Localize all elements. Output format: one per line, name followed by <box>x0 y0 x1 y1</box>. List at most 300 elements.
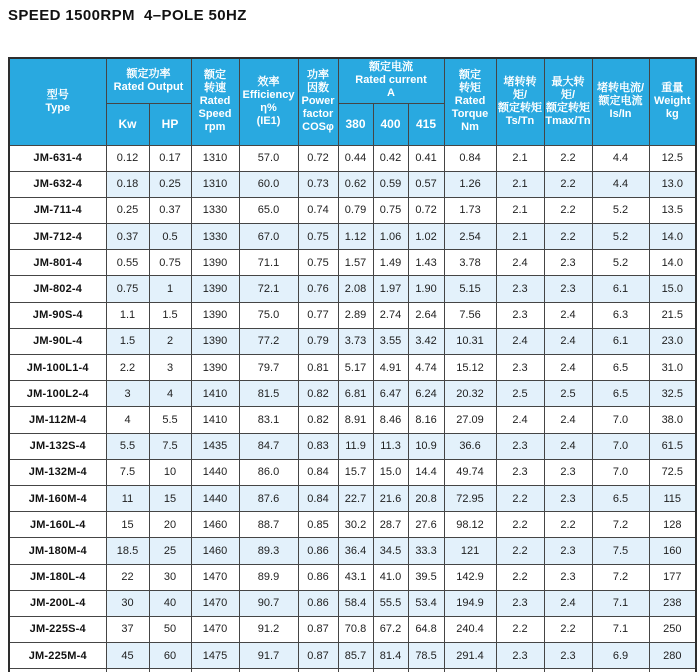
value-cell: 78.5 <box>408 643 444 669</box>
col-header-weight: 重量 Weight kg <box>649 58 696 145</box>
value-cell: 0.75 <box>149 250 191 276</box>
value-cell: 20.32 <box>444 381 496 407</box>
value-cell: 0.62 <box>338 171 373 197</box>
value-cell: 0.81 <box>298 355 338 381</box>
value-cell: 67.2 <box>373 616 408 642</box>
value-cell: 142.9 <box>444 564 496 590</box>
page-title: SPEED 1500RPM 4–POLE 50HZ <box>8 7 247 24</box>
value-cell: 0.82 <box>298 407 338 433</box>
value-cell: 5.2 <box>592 197 649 223</box>
value-cell: 30.2 <box>338 512 373 538</box>
value-cell: 1390 <box>191 276 239 302</box>
value-cell: 7.56 <box>444 302 496 328</box>
value-cell: 2.4 <box>544 433 592 459</box>
value-cell: 3.73 <box>338 328 373 354</box>
value-cell: 6.5 <box>592 485 649 511</box>
table-row <box>9 197 696 223</box>
value-cell: 2.2 <box>544 197 592 223</box>
value-cell: 2.4 <box>496 328 544 354</box>
value-cell: 0.12 <box>106 145 149 171</box>
value-cell: 89.3 <box>239 538 298 564</box>
value-cell: 1390 <box>191 355 239 381</box>
value-cell: 4.91 <box>373 355 408 381</box>
value-cell: 84.7 <box>239 433 298 459</box>
value-cell: 13.5 <box>649 197 696 223</box>
col-header-415v: 415 <box>408 103 444 145</box>
value-cell: 20.8 <box>408 485 444 511</box>
value-cell: 1440 <box>191 485 239 511</box>
value-cell: 2.4 <box>544 328 592 354</box>
value-cell: 0.72 <box>408 197 444 223</box>
value-cell: 1390 <box>191 302 239 328</box>
value-cell: 10 <box>149 459 191 485</box>
value-cell: 7.0 <box>592 433 649 459</box>
value-cell: 2.2 <box>544 616 592 642</box>
col-header-400v: 400 <box>373 103 408 145</box>
value-cell: 2.2 <box>496 485 544 511</box>
value-cell: 2.3 <box>544 564 592 590</box>
model-cell: JM-712-4 <box>9 224 106 250</box>
value-cell: 55.5 <box>373 590 408 616</box>
value-cell: 6.47 <box>373 381 408 407</box>
value-cell: 2.4 <box>496 250 544 276</box>
value-cell: 1.73 <box>444 197 496 223</box>
value-cell: 70.8 <box>338 616 373 642</box>
col-header-rated-current: 额定电流 Rated current A <box>338 58 444 103</box>
value-cell: 2.64 <box>408 302 444 328</box>
value-cell: 2.2 <box>544 145 592 171</box>
value-cell: 57.0 <box>239 145 298 171</box>
value-cell: 2.2 <box>544 512 592 538</box>
value-cell: 10.9 <box>408 433 444 459</box>
value-cell: 1.57 <box>338 250 373 276</box>
col-header-type: 型号 Type <box>9 58 106 145</box>
value-cell: 67.0 <box>239 224 298 250</box>
value-cell: 79.7 <box>239 355 298 381</box>
value-cell: 15.7 <box>338 459 373 485</box>
value-cell: 1390 <box>191 328 239 354</box>
value-cell: 121 <box>444 538 496 564</box>
value-cell: 0.86 <box>298 538 338 564</box>
value-cell: 22.7 <box>338 485 373 511</box>
value-cell: 0.76 <box>298 276 338 302</box>
value-cell: 6.24 <box>408 381 444 407</box>
value-cell: 7.1 <box>592 616 649 642</box>
value-cell: 5.17 <box>338 355 373 381</box>
value-cell: 0.17 <box>149 145 191 171</box>
value-cell: 40 <box>149 590 191 616</box>
col-header-tmax-tn: 最大转矩/ 额定转矩 Tmax/Tn <box>544 58 592 145</box>
value-cell: 2.2 <box>496 564 544 590</box>
value-cell: 1410 <box>191 381 239 407</box>
table-row <box>9 407 696 433</box>
value-cell: 91.7 <box>239 643 298 669</box>
value-cell: 2.3 <box>544 643 592 669</box>
value-cell: 0.84 <box>444 145 496 171</box>
value-cell: 89.9 <box>239 564 298 590</box>
value-cell: 2.08 <box>338 276 373 302</box>
value-cell: 5.5 <box>149 407 191 433</box>
value-cell: 177 <box>649 564 696 590</box>
table-row <box>9 433 696 459</box>
value-cell: 4 <box>149 381 191 407</box>
value-cell: 7.5 <box>106 459 149 485</box>
value-cell: 2.1 <box>496 145 544 171</box>
value-cell: 0.72 <box>298 145 338 171</box>
value-cell: 10.31 <box>444 328 496 354</box>
value-cell: 37 <box>106 616 149 642</box>
value-cell: 8.46 <box>373 407 408 433</box>
table-row <box>9 616 696 642</box>
value-cell: 34.5 <box>373 538 408 564</box>
value-cell: 27.6 <box>408 512 444 538</box>
value-cell: 2.4 <box>544 302 592 328</box>
value-cell: 115 <box>649 485 696 511</box>
model-cell: JM-631-4 <box>9 145 106 171</box>
value-cell: 28.7 <box>373 512 408 538</box>
value-cell: 0.83 <box>298 433 338 459</box>
value-cell: 238 <box>649 590 696 616</box>
value-cell: 3 <box>106 381 149 407</box>
value-cell: 5.2 <box>592 250 649 276</box>
value-cell: 0.59 <box>373 171 408 197</box>
value-cell: 25 <box>149 538 191 564</box>
model-cell: JM-802-4 <box>9 276 106 302</box>
value-cell: 2.5 <box>544 381 592 407</box>
value-cell: 1.97 <box>373 276 408 302</box>
value-cell: 2.3 <box>496 355 544 381</box>
col-header-is-in: 堵转电流/ 额定电流 Is/In <box>592 58 649 145</box>
value-cell: 3.42 <box>408 328 444 354</box>
value-cell: 0.57 <box>408 171 444 197</box>
model-cell: JM-180M-4 <box>9 538 106 564</box>
model-cell: JM-100L1-4 <box>9 355 106 381</box>
value-cell: 7.2 <box>592 564 649 590</box>
value-cell: 6.3 <box>592 302 649 328</box>
value-cell: 81.5 <box>239 381 298 407</box>
value-cell: 13.0 <box>649 171 696 197</box>
value-cell: 5.2 <box>592 224 649 250</box>
value-cell: 0.79 <box>298 328 338 354</box>
value-cell: 64.8 <box>408 616 444 642</box>
value-cell: 1330 <box>191 197 239 223</box>
value-cell: 0.74 <box>298 197 338 223</box>
table-row <box>9 512 696 538</box>
col-header-rated-speed: 额定 转速 Rated Speed rpm <box>191 58 239 145</box>
value-cell: 2.1 <box>496 171 544 197</box>
value-cell: 291.4 <box>444 643 496 669</box>
value-cell: 7.5 <box>592 538 649 564</box>
value-cell: 2.3 <box>496 433 544 459</box>
value-cell: 41.0 <box>373 564 408 590</box>
value-cell: 90.7 <box>239 590 298 616</box>
value-cell: 1390 <box>191 250 239 276</box>
value-cell: 2.3 <box>544 538 592 564</box>
value-cell: 160 <box>649 538 696 564</box>
value-cell: 0.41 <box>408 145 444 171</box>
value-cell: 3 <box>149 355 191 381</box>
value-cell: 7.0 <box>592 459 649 485</box>
value-cell: 0.79 <box>338 197 373 223</box>
value-cell: 1.90 <box>408 276 444 302</box>
table-row <box>9 145 696 171</box>
value-cell: 2.3 <box>544 485 592 511</box>
value-cell: 0.84 <box>298 459 338 485</box>
value-cell: 1.43 <box>408 250 444 276</box>
value-cell: 1435 <box>191 433 239 459</box>
table-row <box>9 302 696 328</box>
value-cell: 0.87 <box>298 616 338 642</box>
value-cell: 15.12 <box>444 355 496 381</box>
value-cell: 250 <box>649 616 696 642</box>
value-cell: 21.6 <box>373 485 408 511</box>
value-cell: 2.5 <box>496 381 544 407</box>
value-cell: 2.2 <box>544 171 592 197</box>
col-header-hp: HP <box>149 103 191 145</box>
motor-spec-table <box>8 57 697 672</box>
value-cell: 6.81 <box>338 381 373 407</box>
table-row <box>9 355 696 381</box>
model-cell: JM-90L-4 <box>9 328 106 354</box>
value-cell: 7.0 <box>592 407 649 433</box>
value-cell: 3.78 <box>444 250 496 276</box>
value-cell: 0.86 <box>298 564 338 590</box>
value-cell: 15 <box>149 485 191 511</box>
value-cell: 1310 <box>191 145 239 171</box>
value-cell: 0.82 <box>298 381 338 407</box>
value-cell: 72.5 <box>649 459 696 485</box>
value-cell: 45 <box>106 643 149 669</box>
value-cell: 0.55 <box>106 250 149 276</box>
col-header-kw: Kw <box>106 103 149 145</box>
value-cell: 2.89 <box>338 302 373 328</box>
value-cell: 11 <box>106 485 149 511</box>
value-cell: 0.86 <box>298 590 338 616</box>
value-cell: 71.1 <box>239 250 298 276</box>
value-cell: 5.5 <box>106 433 149 459</box>
value-cell: 7.2 <box>592 512 649 538</box>
table-row <box>9 590 696 616</box>
value-cell: 0.5 <box>149 224 191 250</box>
value-cell: 8.91 <box>338 407 373 433</box>
value-cell: 4.74 <box>408 355 444 381</box>
value-cell: 1310 <box>191 171 239 197</box>
value-cell: 0.44 <box>338 145 373 171</box>
table-row <box>9 459 696 485</box>
table-row <box>9 643 696 669</box>
model-cell: JM-132M-4 <box>9 459 106 485</box>
value-cell: 21.5 <box>649 302 696 328</box>
value-cell: 2.3 <box>544 250 592 276</box>
value-cell: 1410 <box>191 407 239 433</box>
model-cell: JM-632-4 <box>9 171 106 197</box>
value-cell: 49.74 <box>444 459 496 485</box>
value-cell: 2.4 <box>544 590 592 616</box>
value-cell: 6.1 <box>592 276 649 302</box>
value-cell: 1460 <box>191 538 239 564</box>
table-row <box>9 328 696 354</box>
value-cell: 2.3 <box>544 459 592 485</box>
value-cell: 36.4 <box>338 538 373 564</box>
value-cell: 0.37 <box>149 197 191 223</box>
value-cell: 43.1 <box>338 564 373 590</box>
value-cell: 30 <box>149 564 191 590</box>
value-cell: 1.26 <box>444 171 496 197</box>
table-body <box>9 145 696 672</box>
value-cell: 12.5 <box>649 145 696 171</box>
value-cell: 33.3 <box>408 538 444 564</box>
value-cell: 6.5 <box>592 381 649 407</box>
value-cell: 20 <box>149 512 191 538</box>
value-cell: 27.09 <box>444 407 496 433</box>
value-cell: 2.2 <box>106 355 149 381</box>
value-cell: 128 <box>649 512 696 538</box>
col-header-efficiency: 效率 Efficiency η% (IE1) <box>239 58 298 145</box>
value-cell: 0.85 <box>298 512 338 538</box>
value-cell: 61.5 <box>649 433 696 459</box>
value-cell: 36.6 <box>444 433 496 459</box>
value-cell: 0.75 <box>373 197 408 223</box>
value-cell: 30 <box>106 590 149 616</box>
value-cell: 91.2 <box>239 616 298 642</box>
value-cell: 2.4 <box>544 407 592 433</box>
value-cell: 72.95 <box>444 485 496 511</box>
value-cell: 1470 <box>191 590 239 616</box>
table-row <box>9 538 696 564</box>
value-cell: 77.2 <box>239 328 298 354</box>
value-cell: 5.15 <box>444 276 496 302</box>
value-cell: 4.4 <box>592 171 649 197</box>
value-cell: 2.3 <box>496 590 544 616</box>
value-cell: 2.3 <box>544 276 592 302</box>
value-cell: 7.5 <box>149 433 191 459</box>
value-cell: 0.25 <box>149 171 191 197</box>
value-cell: 39.5 <box>408 564 444 590</box>
value-cell: 2.2 <box>496 512 544 538</box>
value-cell: 240.4 <box>444 616 496 642</box>
value-cell: 14.0 <box>649 224 696 250</box>
value-cell: 0.75 <box>298 224 338 250</box>
value-cell: 4 <box>106 407 149 433</box>
value-cell: 2.3 <box>496 643 544 669</box>
value-cell: 0.73 <box>298 171 338 197</box>
value-cell: 14.4 <box>408 459 444 485</box>
value-cell: 2.54 <box>444 224 496 250</box>
value-cell: 14.0 <box>649 250 696 276</box>
value-cell: 2.3 <box>496 276 544 302</box>
value-cell: 2.2 <box>496 538 544 564</box>
value-cell: 72.1 <box>239 276 298 302</box>
value-cell: 85.7 <box>338 643 373 669</box>
value-cell: 15.0 <box>649 276 696 302</box>
value-cell: 98.12 <box>444 512 496 538</box>
value-cell: 2.1 <box>496 224 544 250</box>
model-cell: JM-225M-4 <box>9 643 106 669</box>
value-cell: 1470 <box>191 564 239 590</box>
value-cell: 1470 <box>191 616 239 642</box>
model-cell: JM-711-4 <box>9 197 106 223</box>
value-cell: 22 <box>106 564 149 590</box>
value-cell: 0.18 <box>106 171 149 197</box>
value-cell: 18.5 <box>106 538 149 564</box>
value-cell: 38.0 <box>649 407 696 433</box>
value-cell: 1460 <box>191 512 239 538</box>
model-cell: JM-160M-4 <box>9 485 106 511</box>
value-cell: 0.37 <box>106 224 149 250</box>
value-cell: 32.5 <box>649 381 696 407</box>
model-cell: JM-90S-4 <box>9 302 106 328</box>
value-cell: 0.25 <box>106 197 149 223</box>
value-cell: 1.5 <box>149 302 191 328</box>
value-cell: 1475 <box>191 643 239 669</box>
value-cell: 2.3 <box>496 459 544 485</box>
value-cell: 4.4 <box>592 145 649 171</box>
value-cell: 1.06 <box>373 224 408 250</box>
model-cell: JM-160L-4 <box>9 512 106 538</box>
value-cell: 60 <box>149 643 191 669</box>
value-cell: 65.0 <box>239 197 298 223</box>
value-cell: 11.9 <box>338 433 373 459</box>
table-row <box>9 224 696 250</box>
value-cell: 15.0 <box>373 459 408 485</box>
value-cell: 0.77 <box>298 302 338 328</box>
value-cell: 15 <box>106 512 149 538</box>
table-row <box>9 276 696 302</box>
value-cell: 1330 <box>191 224 239 250</box>
model-cell: JM-112M-4 <box>9 407 106 433</box>
value-cell: 0.42 <box>373 145 408 171</box>
table-row <box>9 250 696 276</box>
value-cell: 8.16 <box>408 407 444 433</box>
value-cell: 31.0 <box>649 355 696 381</box>
table-row <box>9 171 696 197</box>
model-cell: JM-225S-4 <box>9 616 106 642</box>
model-cell: JM-132S-4 <box>9 433 106 459</box>
col-header-380v: 380 <box>338 103 373 145</box>
value-cell: 2.74 <box>373 302 408 328</box>
model-cell: JM-180L-4 <box>9 564 106 590</box>
value-cell: 6.9 <box>592 643 649 669</box>
value-cell: 88.7 <box>239 512 298 538</box>
value-cell: 1.5 <box>106 328 149 354</box>
model-cell: JM-801-4 <box>9 250 106 276</box>
value-cell: 1440 <box>191 459 239 485</box>
col-header-rated-output: 额定功率 Rated Output <box>106 58 191 103</box>
value-cell: 75.0 <box>239 302 298 328</box>
value-cell: 2.3 <box>496 302 544 328</box>
value-cell: 1.12 <box>338 224 373 250</box>
value-cell: 2.4 <box>544 355 592 381</box>
value-cell: 2.2 <box>544 224 592 250</box>
value-cell: 280 <box>649 643 696 669</box>
table-row <box>9 564 696 590</box>
value-cell: 23.0 <box>649 328 696 354</box>
model-cell: JM-100L2-4 <box>9 381 106 407</box>
value-cell: 6.1 <box>592 328 649 354</box>
value-cell: 6.5 <box>592 355 649 381</box>
value-cell: 0.75 <box>106 276 149 302</box>
value-cell: 58.4 <box>338 590 373 616</box>
value-cell: 50 <box>149 616 191 642</box>
value-cell: 81.4 <box>373 643 408 669</box>
value-cell: 86.0 <box>239 459 298 485</box>
value-cell: 2.4 <box>496 407 544 433</box>
value-cell: 0.84 <box>298 485 338 511</box>
value-cell: 2 <box>149 328 191 354</box>
value-cell: 1 <box>149 276 191 302</box>
value-cell: 87.6 <box>239 485 298 511</box>
value-cell: 1.1 <box>106 302 149 328</box>
